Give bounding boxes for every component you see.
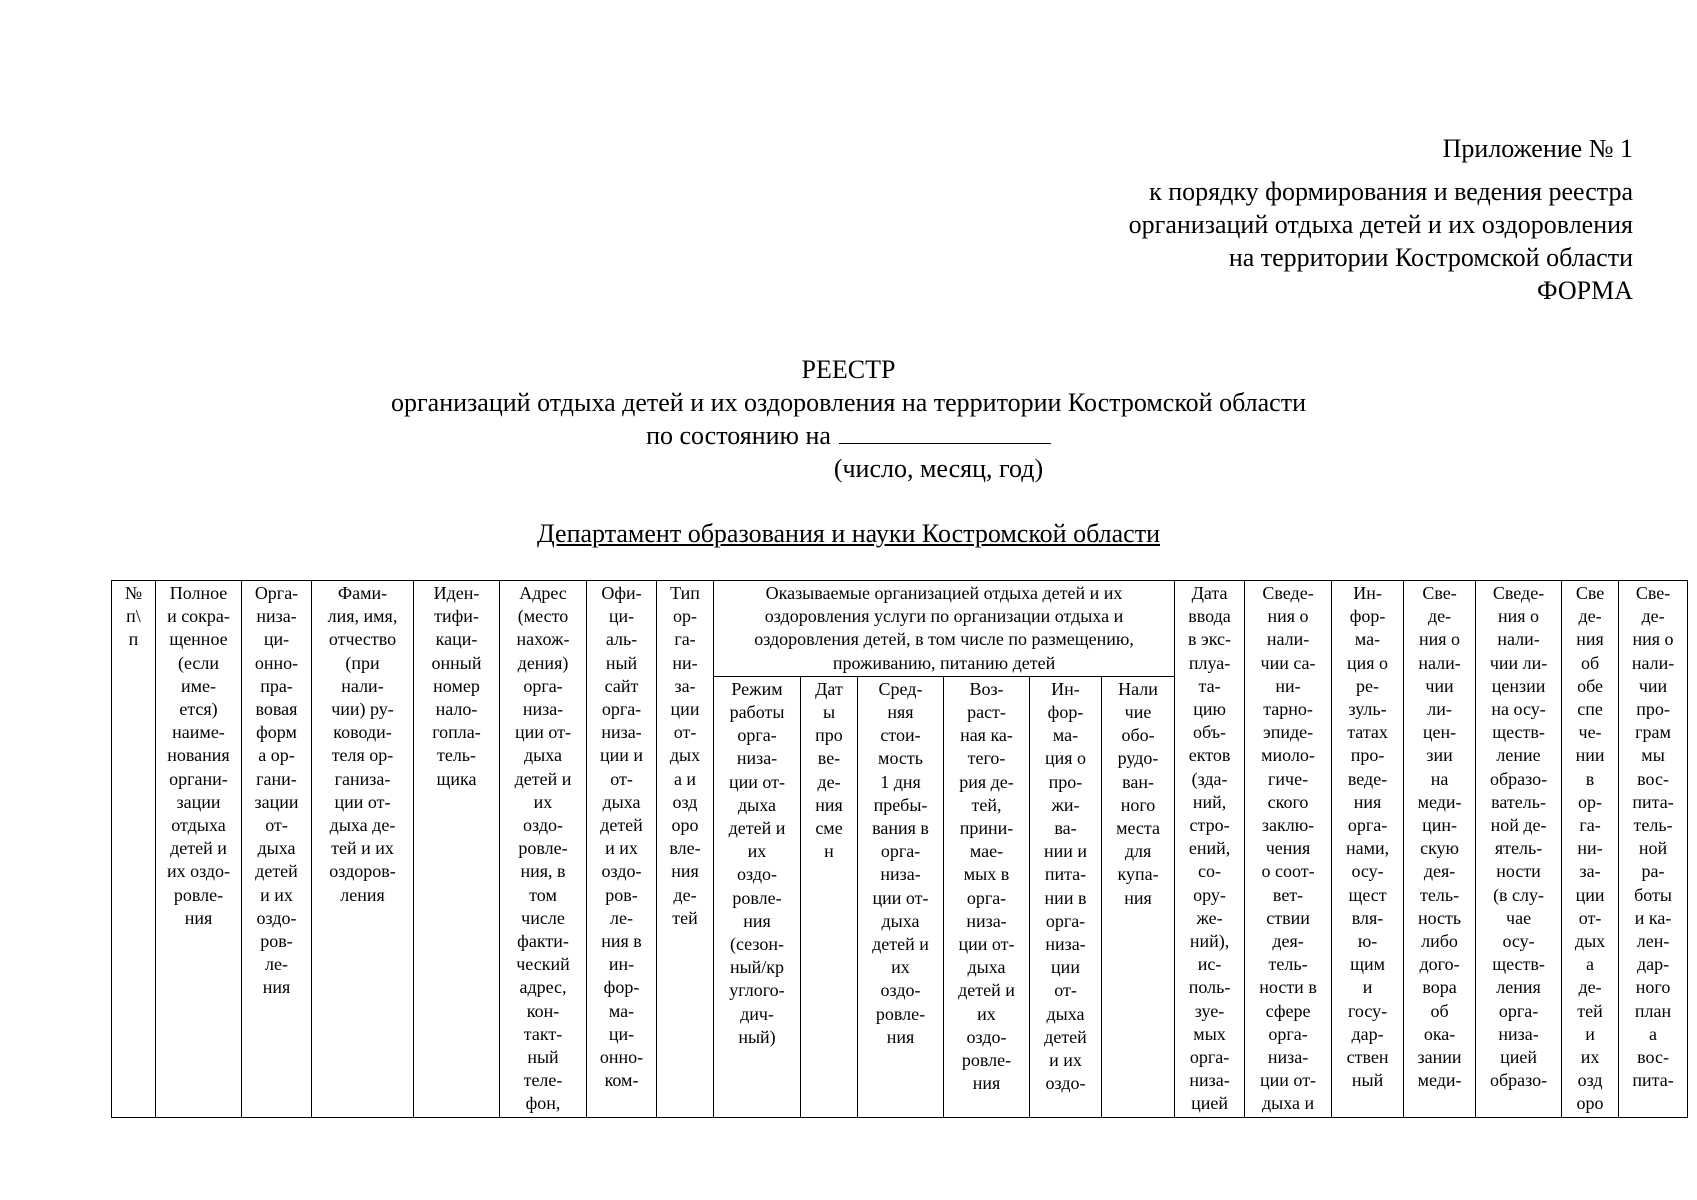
col-education-program: Све- де- ния о нали- чии про- грам мы вос- пита- тель- ной ра- боты и ка- лен- дар- ного план а вос- пита-: [1619, 581, 1688, 1118]
registry-title: РЕЕСТР: [801, 355, 896, 384]
sub-swimming-place: Нали чие обо- рудо- ван- ного места для купа- ния: [1102, 676, 1175, 1117]
date-hint: (число, месяц, год): [833, 454, 1044, 483]
col-edu-license: Сведе- ния о нали- чии ли- цензии на осу- ществ- ление образо- ватель- ной де- ятель- ности (в слу- чае осу- ществ- ления орга- низа- цией образо-: [1476, 581, 1562, 1118]
department-block: [0, 517, 1697, 550]
appendix-line: организаций отдыха детей и их оздоровления: [1128, 210, 1633, 239]
appendix-line: к порядку формирования и ведения реестра: [1149, 177, 1633, 206]
col-address: Адрес (место нахож- дения) орга- низa- ции от- дыха детей и их оздо- ровле- ния, в том числе факти- ческий адрес, кон- такт- ный теле- фон,: [500, 581, 587, 1118]
registry-subtitle: организаций отдыха детей и их оздоровления на территории Костромской области: [390, 388, 1306, 417]
col-inspections: Ин- фор- ма- ция о ре- зуль- татах про- веде- ния орга- нами, осу- щест вля- ю- щим и госу- дар- ствен ный: [1332, 581, 1404, 1118]
as-of-label: по состоянию на: [646, 421, 831, 450]
appendix-number: Приложение № 1: [1442, 134, 1633, 163]
date-blank-line: [839, 419, 1051, 444]
col-website: Офи- ци- аль- ный сайт орга- низа- ции и от- дыха детей и их оздо- ров- ле- ния в ин- фор- ма- ци- онно- ком-: [587, 581, 657, 1118]
appendix-line: на территории Костромской области: [1228, 243, 1633, 272]
col-services-group: Оказываемые организацией отдыха детей и их оздоровления услуги по организации отдыха и оздоровления детей, в том числе по размещению, проживанию, питанию детей: [714, 581, 1175, 677]
sub-living-info: Ин- фор- ма- ция о про- жи- ва- нии и пита- нии в орга- низа- ции от- дыха детей и их оздо-: [1030, 676, 1102, 1117]
col-medical-license: Све- де- ния о нали- чии ли- цен- зии на меди- цин- скую дея- тель- ность либо дого- вора об ока- зании меди-: [1404, 581, 1476, 1118]
sub-daily-cost: Сред- няя стои- мость 1 дня пребы- вания в орга- низа- ции от- дыха детей и их оздо- ровле- ния: [858, 676, 944, 1117]
col-sanitary: Сведе- ния о нали- чии са- ни- тарно- эпиде- миоло- гиче- ского заклю- чения о соот- вет- ствии дея- тель- ности в сфере орга- низа- ции от- дыха и: [1245, 581, 1332, 1118]
col-accessibility: Све де- ния об обе спе че- нии в ор- га- ни- за- ции от- дых а де- тей и их озд оро: [1562, 581, 1619, 1118]
registry-table: [111, 580, 1688, 1118]
header-row-1: [112, 581, 1688, 677]
appendix-lines: [933, 175, 1633, 307]
registry-as-of: [0, 419, 1697, 452]
col-commission-date: Дата ввода в экс- плуа- та- цию объ- ектов (зда- ний, стро- ений, со- ору- же- ний), ис- поль- зуе- мых орга- низа- цией: [1175, 581, 1245, 1118]
form-label: ФОРМА: [1537, 276, 1633, 305]
department-name: Департамент образования и науки Костромской области: [537, 519, 1160, 548]
col-number: № п\ п: [112, 581, 156, 1118]
sub-age-category: Воз- раст- ная ка- тего- рия де- тей, прини- мае- мых в орга- низа- ции от- дыха детей и их оздо- ровле- ния: [944, 676, 1030, 1117]
sub-work-mode: Режим работы орга- низа- ции от- дыха детей и их оздо- ровле- ния (сезон- ный/кр углого- дич- ный): [714, 676, 801, 1117]
col-org-type: Тип ор- га- ни- за- ции от- дых а и озд оро вле- ния де- тей: [657, 581, 714, 1118]
col-inn: Иден- тифи- каци- онный номер нало- гопла- тель- щика: [414, 581, 500, 1118]
sub-shift-dates: Дат ы про ве- де- ния сме н: [801, 676, 858, 1117]
col-head-name: Фами- лия, имя, отчество (при нали- чии) ру- ководи- теля ор- ганиза- ции от- дыха де- тей и их оздоров- ления: [312, 581, 414, 1118]
col-org-name: Полное и сокра- щенное (если име- ется) наиме- нования органи- зации отдыха детей и их оздо- ровле- ния: [156, 581, 242, 1118]
col-legal-form: Орга- низа- ци- онно- пра- вовая форм а ор- гани- зации от- дыха детей и их оздо- ров- ле- ния: [242, 581, 312, 1118]
